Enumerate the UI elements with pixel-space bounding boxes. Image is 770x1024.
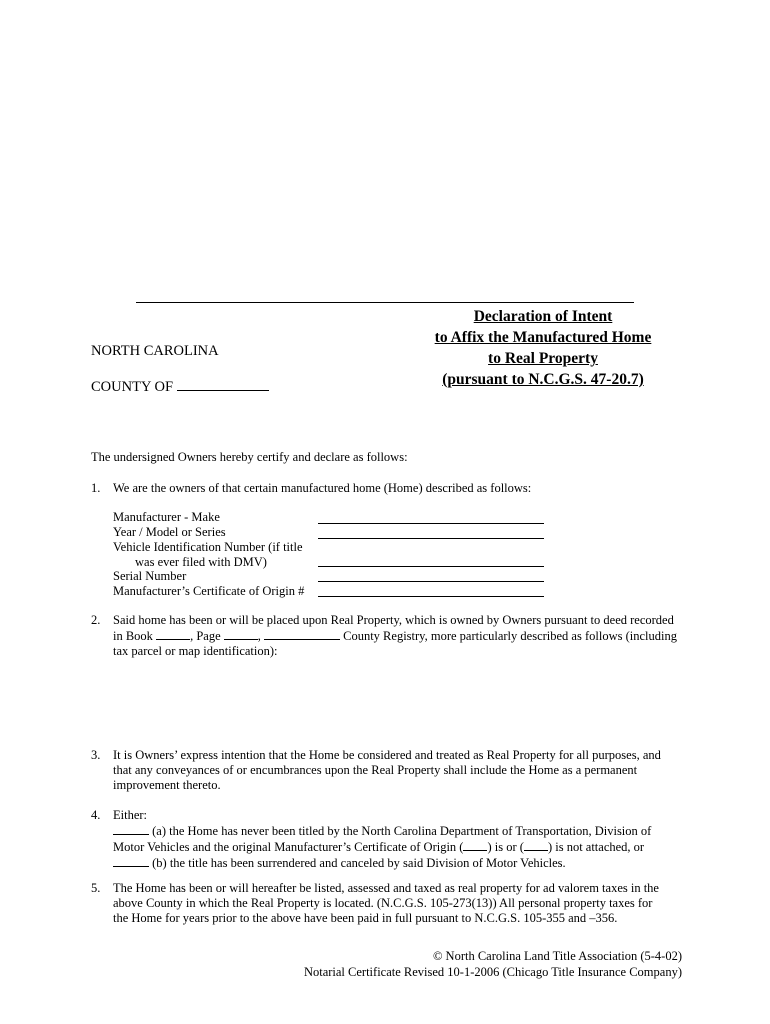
option-b-field[interactable]: [113, 855, 149, 867]
header-rule: [136, 302, 634, 303]
serial-label: Serial Number: [113, 569, 187, 583]
item-2-line-1: Said home has been or will be placed upon Real Property, which is owned by Owners pursuant to deed recorded: [113, 613, 674, 627]
vin-field[interactable]: [318, 566, 544, 567]
county-label: COUNTY OF: [91, 379, 174, 395]
mco-attached-field[interactable]: [463, 839, 487, 851]
make-label: Manufacturer - Make: [113, 510, 220, 524]
mco-label: Manufacturer’s Certificate of Origin #: [113, 584, 305, 598]
item-3: [91, 748, 691, 793]
option-a-line-1: [113, 823, 691, 839]
vin-label-1: Vehicle Identification Number (if title: [113, 540, 303, 554]
county-row: [91, 378, 269, 396]
item-5-line-3: the Home for years prior to the above have been paid in full pursuant to N.C.G.S. 105-355 and –356.: [113, 911, 618, 925]
item-1: [91, 481, 671, 496]
item-5-line-2: above County in which the Real Property is located. (N.C.G.S. 105-273(13)) All personal property taxes for: [113, 896, 653, 910]
make-field[interactable]: [318, 523, 544, 524]
title-line-3: to Real Property: [488, 350, 598, 367]
option-a-text: (a) the Home has never been titled by the North Carolina Department of Transportation, Division of: [152, 824, 652, 838]
either-label: Either:: [113, 808, 148, 822]
not-attached-text: ) is not attached, or: [547, 840, 645, 854]
item-3-line-1: It is Owners’ express intention that the Home be considered and treated as Real Property for all purposes, and: [113, 748, 661, 762]
option-b-line: [113, 855, 691, 871]
intro-text: The undersigned Owners hereby certify and declare as follows:: [91, 450, 408, 464]
item-number: 5.: [91, 881, 101, 895]
title-line-1: Declaration of Intent: [473, 308, 613, 325]
item-number: 4.: [91, 808, 101, 822]
mco-field[interactable]: [318, 596, 544, 597]
item-number: 1.: [91, 481, 101, 495]
page-field[interactable]: [224, 628, 258, 640]
is-or-text: ) is or (: [487, 840, 524, 854]
option-b-text: (b) the title has been surrendered and canceled by said Division of Motor Vehicles.: [152, 856, 566, 870]
county-field[interactable]: [177, 378, 269, 391]
document-title: [400, 306, 686, 390]
item-number: 2.: [91, 613, 101, 627]
item-2-line-2: in Book , Page , County Registry, more particularly described as follows (including: [113, 629, 677, 643]
registry-label: County Registry, more particularly described as follows (including: [343, 629, 677, 643]
item-number: 3.: [91, 748, 101, 762]
registry-county-field[interactable]: [264, 628, 340, 640]
vin-label-2: was ever filed with DMV): [135, 555, 267, 569]
state-label: NORTH CAROLINA: [91, 343, 219, 359]
footer-copyright: © North Carolina Land Title Association (5-4-02): [432, 949, 682, 963]
item-4: [91, 808, 691, 871]
book-label: in Book: [113, 629, 153, 643]
serial-field[interactable]: [318, 581, 544, 582]
book-field[interactable]: [156, 628, 190, 640]
option-a-line-2: [113, 839, 691, 855]
item-text: We are the owners of that certain manufactured home (Home) described as follows:: [113, 481, 532, 495]
item-5: [91, 881, 691, 926]
footer: [304, 948, 682, 980]
year-model-field[interactable]: [318, 538, 544, 539]
item-2: [91, 613, 691, 659]
footer-revision: Notarial Certificate Revised 10-1-2006 (Chicago Title Insurance Company): [303, 965, 682, 979]
page-label: , Page: [190, 629, 221, 643]
item-5-line-1: The Home has been or will hereafter be listed, assessed and taxed as real property for ad valorem taxes in the: [113, 881, 659, 895]
item-2-line-3: tax parcel or map identification):: [113, 644, 278, 658]
year-model-label: Year / Model or Series: [113, 525, 226, 539]
title-line-2: to Affix the Manufactured Home: [434, 329, 652, 346]
mco-not-attached-field[interactable]: [524, 839, 548, 851]
option-a-text-2: Motor Vehicles and the original Manufacturer’s Certificate of Origin (: [113, 840, 464, 854]
item-3-line-3: improvement thereto.: [113, 778, 221, 792]
option-a-field[interactable]: [113, 823, 149, 835]
title-line-4: (pursuant to N.C.G.S. 47-20.7): [442, 371, 644, 388]
item-3-line-2: that any conveyances of or encumbrances upon the Real Property shall include the Home as a permanent: [113, 763, 638, 777]
